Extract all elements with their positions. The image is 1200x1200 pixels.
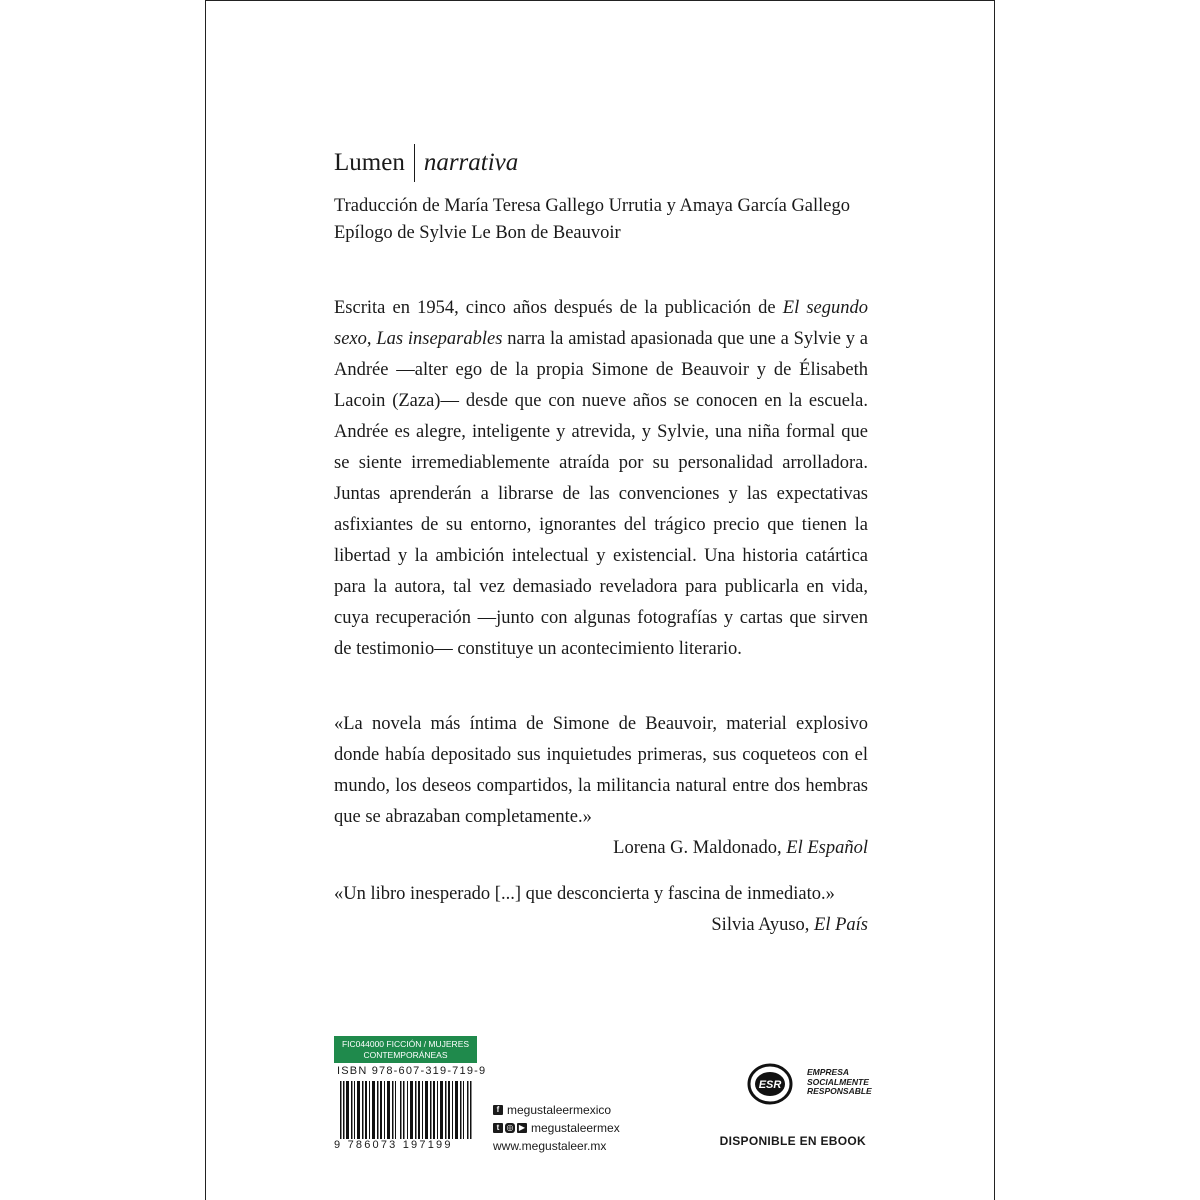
quote-attribution xyxy=(334,833,868,864)
brand-divider xyxy=(414,144,415,182)
twitter-icon: t xyxy=(493,1123,503,1133)
synopsis-text: , xyxy=(366,329,377,349)
facebook-icon: f xyxy=(493,1105,503,1115)
instagram-icon: ◎ xyxy=(506,1123,514,1132)
twitter-instagram-youtube-link[interactable] xyxy=(493,1119,620,1137)
esr-logo-text: ESR xyxy=(758,1079,782,1091)
quote-text: «La novela más íntima de Simone de Beauvoir, material explosivo donde había depositado sus inquietudes primeras, sus coqueteos con el mundo, los deseos compartidos, la militancia natural entre dos hembras que se abrazaban completamente.» xyxy=(334,714,868,827)
book-title: Las inseparables xyxy=(376,329,503,349)
quote-author: Lorena G. Maldonado, xyxy=(613,838,787,858)
esr-line: SOCIALMENTE xyxy=(807,1076,869,1087)
quote-source: El País xyxy=(814,915,868,935)
bisac-category-label: FIC044000 FICCIÓN / MUJERES CONTEMPORÁNEAS xyxy=(334,1036,477,1063)
publisher-brand xyxy=(334,144,518,182)
youtube-icon: ▶ xyxy=(518,1123,526,1132)
synopsis-text: Escrita en 1954, cinco años después de la publicación de xyxy=(334,298,783,318)
barcode-number: 9 786073 197199 xyxy=(334,1139,479,1151)
synopsis-text: narra la amistad apasionada que une a Sylvie y a Andrée —alter ego de la propia Simone de Beauvoir y de Élisabeth Lacoin (Zaza)— desde que con nueve años se conocen en la escuela. Andrée es alegre, inteligente y atrevida, y Sylvie, una niña formal que se siente irremediablemente atraída por su personalidad arrolladora. Juntas aprenderán a librarse de las convenciones y las expectativas asfixiantes de su entorno, ignorantes del trágico precio que tienen la libertad y la ambición intelectual y existencial. Una historia catártica para la autora, tal vez demasiado reveladora para publicarla en vida, cuya recuperación —junto con algunas fotografías y cartas que sirven de testimonio— constituye un acontecimiento literario. xyxy=(334,329,868,659)
quote-author: Silvia Ayuso, xyxy=(711,915,815,935)
quote-text: «Un libro inesperado [...] que desconcierta y fascina de inmediato.» xyxy=(334,884,835,904)
synopsis xyxy=(334,293,868,665)
isbn: ISBN 978-607-319-719-9 xyxy=(337,1065,487,1077)
social-handle: megustaleermex xyxy=(531,1121,620,1135)
translation-credit: Traducción de María Teresa Gallego Urrutia y Amaya García Gallego xyxy=(334,196,851,216)
book-title-reference: El segundo sexo xyxy=(334,298,868,349)
esr-label xyxy=(807,1068,872,1097)
epilogue-credit: Epílogo de Sylvie Le Bon de Beauvoir xyxy=(334,223,621,243)
social-links xyxy=(493,1101,620,1155)
quote-attribution xyxy=(334,910,868,941)
ebook-availability: DISPONIBLE EN EBOOK xyxy=(719,1134,866,1148)
credits xyxy=(334,193,850,247)
collection-name: narrativa xyxy=(423,149,519,176)
website-link[interactable] xyxy=(493,1137,620,1155)
esr-line: EMPRESA xyxy=(807,1067,850,1077)
back-cover xyxy=(205,0,995,1200)
esr-line: RESPONSABLE xyxy=(807,1086,872,1096)
review-quote xyxy=(334,709,868,864)
publisher-name: Lumen xyxy=(334,149,405,176)
facebook-link[interactable] xyxy=(493,1101,620,1119)
review-quote xyxy=(334,879,868,941)
website-url: www.megustaleer.mx xyxy=(493,1139,607,1153)
facebook-handle: megustaleermexico xyxy=(507,1103,612,1117)
quote-source: El Español xyxy=(786,838,868,858)
